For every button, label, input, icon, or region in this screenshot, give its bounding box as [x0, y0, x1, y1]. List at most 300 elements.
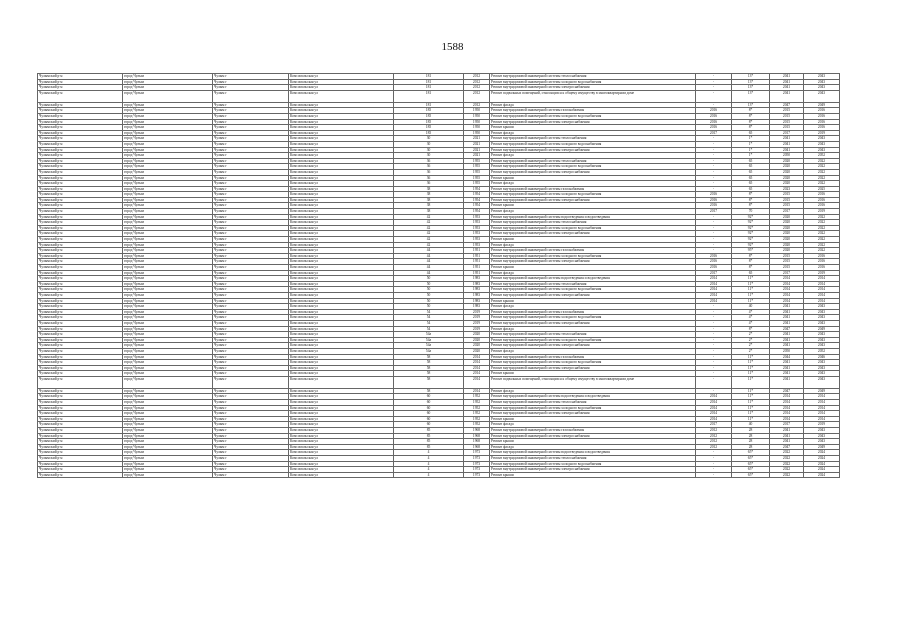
- cell-plan-end: 2043: [804, 147, 840, 153]
- cell-house-number: 58: [394, 365, 464, 371]
- cell-plan-start: 2017: [770, 209, 804, 215]
- cell-plan-start: 2020: [770, 231, 804, 237]
- cell-district: Чулымский р-н: [38, 309, 123, 315]
- cell-house-number: 44: [394, 270, 464, 276]
- cell-work-type: Ремонт внутридомовой инженерной системы холодного водоснабжения: [490, 287, 696, 293]
- cell-plan-end: 2043: [804, 337, 840, 343]
- cell-plan-start: 2017: [770, 422, 804, 428]
- cell-last-repair-year: -: [696, 158, 732, 164]
- cell-settlement: город Чулым: [123, 164, 213, 170]
- cell-work-type: Ремонт внутридомовой инженерной системы холодного водоснабжения: [490, 113, 696, 119]
- cell-build-year: 1953: [464, 231, 490, 237]
- cell-street: Комсомольская ул: [289, 428, 394, 434]
- cell-settlement: город Чулым: [123, 113, 213, 119]
- cell-district: Чулымский р-н: [38, 119, 123, 125]
- cell-last-repair-year: -: [696, 388, 732, 394]
- cell-work-type: Ремонт внутридомовой инженерной системы холодного водоснабжения: [490, 315, 696, 321]
- cell-work-type: Ремонт внутридомовой инженерной системы холодного водоснабжения: [490, 360, 696, 366]
- cell-settlement: город Чулым: [123, 248, 213, 254]
- cell-plan-end: 2043: [804, 74, 840, 80]
- cell-wear-percent: 8*: [732, 192, 770, 198]
- cell-plan-start: 2014: [770, 411, 804, 417]
- cell-build-year: 1954: [464, 209, 490, 215]
- cell-build-year: 1955: [464, 169, 490, 175]
- cell-district: Чулымский р-н: [38, 365, 123, 371]
- cell-house-number: 30: [394, 153, 464, 159]
- cell-wear-percent: 65: [732, 158, 770, 164]
- cell-work-type: Ремонт внутридомовой инженерной системы холодного водоснабжения: [490, 225, 696, 231]
- cell-street: Комсомольская ул: [289, 298, 394, 304]
- cell-settlement: город Чулым: [123, 400, 213, 406]
- cell-plan-end: 2022: [804, 220, 840, 226]
- cell-last-repair-year: 2016: [696, 197, 732, 203]
- cell-last-repair-year: 2014: [696, 292, 732, 298]
- cell-work-type: Ремонт внутридомовой инженерной системы холодного водоснабжения: [490, 192, 696, 198]
- cell-house-number: 60: [394, 411, 464, 417]
- cell-house-number: 38: [394, 192, 464, 198]
- cell-plan-start: 2041: [770, 337, 804, 343]
- cell-house-number: 42: [394, 225, 464, 231]
- cell-plan-start: 2022: [770, 467, 804, 473]
- cell-settlement: город Чулым: [123, 85, 213, 91]
- cell-settlement: город Чулым: [123, 259, 213, 265]
- cell-last-repair-year: 2012: [696, 439, 732, 445]
- cell-plan-start: 2014: [770, 394, 804, 400]
- repair-schedule-table-wrapper: [37, 73, 839, 478]
- cell-street: Комсомольская ул: [289, 405, 394, 411]
- cell-wear-percent: 2*: [732, 332, 770, 338]
- cell-work-type: Ремонт внутридомовой инженерной системы холодного водоснабжения: [490, 461, 696, 467]
- cell-settlement: город Чулым: [123, 320, 213, 326]
- cell-plan-start: 2041: [770, 141, 804, 147]
- cell-work-type: Ремонт крыши: [490, 203, 696, 209]
- cell-settlement: город Чулым: [123, 326, 213, 332]
- cell-plan-start: 2020: [770, 242, 804, 248]
- cell-wear-percent: 65: [732, 130, 770, 136]
- cell-build-year: 1954: [464, 197, 490, 203]
- cell-last-repair-year: 2016: [696, 108, 732, 114]
- cell-plan-start: 2020: [770, 169, 804, 175]
- cell-plan-end: 2016: [804, 192, 840, 198]
- cell-settlement: город Чулым: [123, 360, 213, 366]
- cell-wear-percent: 92*: [732, 214, 770, 220]
- cell-build-year: 2019: [464, 320, 490, 326]
- cell-plan-end: 2043: [804, 360, 840, 366]
- cell-plan-start: 2015: [770, 259, 804, 265]
- cell-street: Комсомольская ул: [289, 147, 394, 153]
- cell-plan-start: 2020: [770, 214, 804, 220]
- cell-wear-percent: 8*: [732, 265, 770, 271]
- cell-house-number: 185: [394, 113, 464, 119]
- cell-last-repair-year: 2016: [696, 119, 732, 125]
- cell-settlement: город Чулым: [123, 220, 213, 226]
- cell-last-repair-year: -: [696, 231, 732, 237]
- cell-build-year: 1968: [464, 428, 490, 434]
- cell-street: Комсомольская ул: [289, 253, 394, 259]
- cell-street: Комсомольская ул: [289, 371, 394, 377]
- cell-build-year: 2012: [464, 90, 490, 102]
- cell-locality: Чулым г: [213, 225, 289, 231]
- cell-street: Комсомольская ул: [289, 74, 394, 80]
- cell-plan-start: 2041: [770, 332, 804, 338]
- cell-build-year: 1955: [464, 164, 490, 170]
- cell-plan-start: 2041: [770, 376, 804, 388]
- cell-wear-percent: 11*: [732, 394, 770, 400]
- cell-plan-end: 2052: [804, 153, 840, 159]
- cell-last-repair-year: -: [696, 164, 732, 170]
- cell-last-repair-year: 2014: [696, 287, 732, 293]
- cell-wear-percent: 1*: [732, 147, 770, 153]
- cell-locality: Чулым г: [213, 411, 289, 417]
- cell-last-repair-year: -: [696, 456, 732, 462]
- cell-build-year: 1955: [464, 158, 490, 164]
- cell-district: Чулымский р-н: [38, 108, 123, 114]
- cell-plan-start: 2020: [770, 225, 804, 231]
- cell-locality: Чулым г: [213, 360, 289, 366]
- cell-plan-start: 2047: [770, 102, 804, 108]
- cell-plan-start: 2015: [770, 113, 804, 119]
- cell-locality: Чулым г: [213, 292, 289, 298]
- cell-district: Чулымский р-н: [38, 164, 123, 170]
- cell-district: Чулымский р-н: [38, 348, 123, 354]
- cell-plan-end: 2014: [804, 405, 840, 411]
- cell-plan-end: 2025: [804, 186, 840, 192]
- cell-wear-percent: 2*: [732, 348, 770, 354]
- cell-house-number: 44: [394, 259, 464, 265]
- cell-wear-percent: 8*: [732, 326, 770, 332]
- cell-last-repair-year: -: [696, 365, 732, 371]
- cell-wear-percent: 65: [732, 169, 770, 175]
- cell-settlement: город Чулым: [123, 428, 213, 434]
- cell-plan-start: 2023: [770, 186, 804, 192]
- cell-house-number: 44: [394, 248, 464, 254]
- cell-plan-end: 2022: [804, 164, 840, 170]
- cell-settlement: город Чулым: [123, 214, 213, 220]
- cell-build-year: 1983: [464, 292, 490, 298]
- cell-plan-start: 2041: [770, 90, 804, 102]
- cell-last-repair-year: 2016: [696, 113, 732, 119]
- cell-street: Комсомольская ул: [289, 265, 394, 271]
- cell-settlement: город Чулым: [123, 337, 213, 343]
- cell-district: Чулымский р-н: [38, 237, 123, 243]
- cell-house-number: 36: [394, 181, 464, 187]
- cell-build-year: 1952: [464, 422, 490, 428]
- cell-plan-end: 2014: [804, 394, 840, 400]
- cell-street: Комсомольская ул: [289, 141, 394, 147]
- cell-district: Чулымский р-н: [38, 181, 123, 187]
- cell-build-year: 1950: [464, 130, 490, 136]
- cell-work-type: Ремонт внутридомовой инженерной системы холодного водоснабжения: [490, 79, 696, 85]
- cell-plan-end: 2014: [804, 287, 840, 293]
- cell-locality: Чулым г: [213, 348, 289, 354]
- cell-wear-percent: 8*: [732, 259, 770, 265]
- cell-last-repair-year: -: [696, 315, 732, 321]
- cell-locality: Чулым г: [213, 365, 289, 371]
- cell-settlement: город Чулым: [123, 315, 213, 321]
- cell-house-number: 38: [394, 186, 464, 192]
- cell-street: Комсомольская ул: [289, 242, 394, 248]
- cell-locality: Чулым г: [213, 102, 289, 108]
- cell-locality: Чулым г: [213, 422, 289, 428]
- cell-wear-percent: 13*: [732, 74, 770, 80]
- cell-locality: Чулым г: [213, 276, 289, 282]
- cell-plan-end: 2043: [804, 332, 840, 338]
- cell-district: Чулымский р-н: [38, 270, 123, 276]
- cell-wear-percent: 28: [732, 428, 770, 434]
- cell-build-year: 2014: [464, 365, 490, 371]
- cell-street: Комсомольская ул: [289, 337, 394, 343]
- cell-house-number: 60: [394, 394, 464, 400]
- cell-build-year: 2014: [464, 354, 490, 360]
- cell-house-number: 54а: [394, 343, 464, 349]
- cell-last-repair-year: 2014: [696, 298, 732, 304]
- cell-house-number: 36: [394, 169, 464, 175]
- cell-plan-end: 2022: [804, 248, 840, 254]
- cell-wear-percent: 65: [732, 181, 770, 187]
- cell-build-year: 2020: [464, 332, 490, 338]
- cell-locality: Чулым г: [213, 203, 289, 209]
- cell-plan-end: 2049: [804, 388, 840, 394]
- cell-district: Чулымский р-н: [38, 265, 123, 271]
- cell-street: Комсомольская ул: [289, 192, 394, 198]
- cell-locality: Чулым г: [213, 158, 289, 164]
- cell-settlement: город Чулым: [123, 125, 213, 131]
- cell-wear-percent: 2*: [732, 337, 770, 343]
- cell-settlement: город Чулым: [123, 433, 213, 439]
- cell-locality: Чулым г: [213, 259, 289, 265]
- cell-locality: Чулым г: [213, 108, 289, 114]
- cell-street: Комсомольская ул: [289, 365, 394, 371]
- cell-settlement: город Чулым: [123, 186, 213, 192]
- cell-district: Чулымский р-н: [38, 79, 123, 85]
- cell-house-number: 54а: [394, 337, 464, 343]
- cell-district: Чулымский р-н: [38, 456, 123, 462]
- cell-plan-start: 2015: [770, 192, 804, 198]
- cell-house-number: 30: [394, 147, 464, 153]
- cell-wear-percent: 28: [732, 444, 770, 450]
- cell-district: Чулымский р-н: [38, 411, 123, 417]
- cell-settlement: город Чулым: [123, 376, 213, 388]
- cell-build-year: 2014: [464, 360, 490, 366]
- cell-last-repair-year: 2012: [696, 428, 732, 434]
- cell-build-year: 1950: [464, 125, 490, 131]
- cell-wear-percent: 13*: [732, 102, 770, 108]
- cell-district: Чулымский р-н: [38, 175, 123, 181]
- cell-street: Комсомольская ул: [289, 237, 394, 243]
- cell-settlement: город Чулым: [123, 394, 213, 400]
- cell-district: Чулымский р-н: [38, 428, 123, 434]
- cell-plan-start: 2041: [770, 315, 804, 321]
- cell-district: Чулымский р-н: [38, 450, 123, 456]
- cell-wear-percent: 8*: [732, 197, 770, 203]
- cell-build-year: 1955: [464, 181, 490, 187]
- cell-street: Комсомольская ул: [289, 467, 394, 473]
- cell-locality: Чулым г: [213, 433, 289, 439]
- cell-settlement: город Чулым: [123, 197, 213, 203]
- cell-wear-percent: 4*: [732, 315, 770, 321]
- cell-build-year: 2014: [464, 371, 490, 377]
- cell-wear-percent: 4*: [732, 320, 770, 326]
- cell-district: Чулымский р-н: [38, 214, 123, 220]
- cell-locality: Чулым г: [213, 343, 289, 349]
- cell-last-repair-year: -: [696, 181, 732, 187]
- cell-plan-end: 2043: [804, 90, 840, 102]
- cell-plan-end: 2043: [804, 85, 840, 91]
- cell-house-number: 50: [394, 281, 464, 287]
- cell-last-repair-year: -: [696, 248, 732, 254]
- cell-plan-start: 2020: [770, 175, 804, 181]
- cell-build-year: 2021: [464, 141, 490, 147]
- cell-district: Чулымский р-н: [38, 186, 123, 192]
- cell-plan-start: 2014: [770, 298, 804, 304]
- cell-plan-end: 2014: [804, 298, 840, 304]
- cell-settlement: город Чулым: [123, 108, 213, 114]
- cell-district: Чулымский р-н: [38, 354, 123, 360]
- cell-house-number: 60: [394, 422, 464, 428]
- cell-last-repair-year: 2016: [696, 259, 732, 265]
- cell-house-number: 42: [394, 231, 464, 237]
- cell-district: Чулымский р-н: [38, 304, 123, 310]
- cell-wear-percent: 11*: [732, 388, 770, 394]
- cell-wear-percent: 92*: [732, 231, 770, 237]
- cell-plan-start: 2041: [770, 136, 804, 142]
- cell-locality: Чулым г: [213, 197, 289, 203]
- cell-street: Комсомольская ул: [289, 315, 394, 321]
- cell-house-number: 58: [394, 371, 464, 377]
- cell-wear-percent: 13*: [732, 79, 770, 85]
- cell-district: Чулымский р-н: [38, 102, 123, 108]
- cell-settlement: город Чулым: [123, 79, 213, 85]
- cell-work-type: Ремонт фасада: [490, 102, 696, 108]
- cell-work-type: Ремонт фасада: [490, 388, 696, 394]
- cell-last-repair-year: 2014: [696, 405, 732, 411]
- cell-street: Комсомольская ул: [289, 472, 394, 478]
- cell-house-number: 181: [394, 90, 464, 102]
- cell-street: Комсомольская ул: [289, 220, 394, 226]
- cell-plan-end: 2016: [804, 113, 840, 119]
- cell-street: Комсомольская ул: [289, 259, 394, 265]
- cell-wear-percent: 8*: [732, 203, 770, 209]
- cell-build-year: 1968: [464, 439, 490, 445]
- cell-house-number: 60: [394, 405, 464, 411]
- cell-last-repair-year: -: [696, 153, 732, 159]
- cell-plan-start: 2015: [770, 265, 804, 271]
- cell-street: Комсомольская ул: [289, 309, 394, 315]
- cell-plan-end: 2043: [804, 343, 840, 349]
- cell-work-type: Ремонт внутридомовой инженерной системы электроснабжения: [490, 119, 696, 125]
- cell-plan-start: 2017: [770, 130, 804, 136]
- cell-wear-percent: 11*: [732, 371, 770, 377]
- cell-house-number: 30: [394, 141, 464, 147]
- cell-street: Комсомольская ул: [289, 343, 394, 349]
- cell-last-repair-year: -: [696, 360, 732, 366]
- cell-street: Комсомольская ул: [289, 119, 394, 125]
- cell-plan-start: 2020: [770, 248, 804, 254]
- cell-district: Чулымский р-н: [38, 248, 123, 254]
- cell-locality: Чулым г: [213, 192, 289, 198]
- cell-plan-start: 2015: [770, 108, 804, 114]
- cell-build-year: 1951: [464, 270, 490, 276]
- cell-plan-end: 2049: [804, 326, 840, 332]
- cell-plan-end: 2043: [804, 79, 840, 85]
- cell-wear-percent: 40: [732, 422, 770, 428]
- cell-house-number: 181: [394, 79, 464, 85]
- cell-settlement: город Чулым: [123, 102, 213, 108]
- cell-district: Чулымский р-н: [38, 276, 123, 282]
- cell-street: Комсомольская ул: [289, 130, 394, 136]
- cell-settlement: город Чулым: [123, 298, 213, 304]
- cell-plan-end: 2052: [804, 348, 840, 354]
- cell-last-repair-year: -: [696, 326, 732, 332]
- cell-work-type: Ремонт внутридомовой инженерной системы теплоснабжения: [490, 74, 696, 80]
- cell-wear-percent: 8*: [732, 125, 770, 131]
- cell-plan-end: 2016: [804, 108, 840, 114]
- cell-wear-percent: 11*: [732, 411, 770, 417]
- cell-district: Чулымский р-н: [38, 292, 123, 298]
- cell-district: Чулымский р-н: [38, 197, 123, 203]
- cell-street: Комсомольская ул: [289, 444, 394, 450]
- cell-work-type: Ремонт фасада: [490, 209, 696, 215]
- cell-house-number: 42: [394, 237, 464, 243]
- cell-locality: Чулым г: [213, 130, 289, 136]
- cell-settlement: город Чулым: [123, 136, 213, 142]
- cell-settlement: город Чулым: [123, 365, 213, 371]
- cell-work-type: Ремонт внутридомовой инженерной системы газоснабжения: [490, 354, 696, 360]
- cell-work-type: Ремонт фасада: [490, 181, 696, 187]
- cell-wear-percent: 95*: [732, 248, 770, 254]
- cell-wear-percent: 65*: [732, 450, 770, 456]
- cell-plan-end: 2043: [804, 365, 840, 371]
- cell-build-year: 1953: [464, 242, 490, 248]
- cell-last-repair-year: -: [696, 79, 732, 85]
- cell-work-type: Ремонт внутридомовой инженерной системы электроснабжения: [490, 320, 696, 326]
- cell-settlement: город Чулым: [123, 74, 213, 80]
- cell-house-number: 85: [394, 444, 464, 450]
- cell-street: Комсомольская ул: [289, 214, 394, 220]
- cell-plan-start: 2015: [770, 253, 804, 259]
- cell-locality: Чулым г: [213, 304, 289, 310]
- cell-wear-percent: 8*: [732, 113, 770, 119]
- cell-work-type: Ремонт внутридомовой инженерной системы теплоснабжения: [490, 456, 696, 462]
- cell-plan-start: 2022: [770, 461, 804, 467]
- cell-wear-percent: 13*: [732, 85, 770, 91]
- cell-build-year: 1983: [464, 298, 490, 304]
- cell-locality: Чулым г: [213, 85, 289, 91]
- cell-plan-start: 2015: [770, 119, 804, 125]
- cell-district: Чулымский р-н: [38, 259, 123, 265]
- cell-work-type: Ремонт крыши: [490, 371, 696, 377]
- cell-build-year: 2021: [464, 147, 490, 153]
- cell-plan-end: 2022: [804, 175, 840, 181]
- cell-plan-end: 2022: [804, 158, 840, 164]
- cell-district: Чулымский р-н: [38, 209, 123, 215]
- cell-district: Чулымский р-н: [38, 74, 123, 80]
- cell-build-year: 1952: [464, 411, 490, 417]
- cell-district: Чулымский р-н: [38, 113, 123, 119]
- cell-plan-end: 2022: [804, 231, 840, 237]
- cell-plan-start: 2041: [770, 79, 804, 85]
- cell-settlement: город Чулым: [123, 130, 213, 136]
- cell-plan-end: 2043: [804, 376, 840, 388]
- cell-last-repair-year: -: [696, 348, 732, 354]
- cell-district: Чулымский р-н: [38, 192, 123, 198]
- cell-last-repair-year: -: [696, 220, 732, 226]
- cell-wear-percent: 65: [732, 270, 770, 276]
- cell-wear-percent: 11*: [732, 360, 770, 366]
- cell-work-type: Ремонт крыши: [490, 439, 696, 445]
- cell-plan-start: 2041: [770, 147, 804, 153]
- cell-build-year: 1968: [464, 444, 490, 450]
